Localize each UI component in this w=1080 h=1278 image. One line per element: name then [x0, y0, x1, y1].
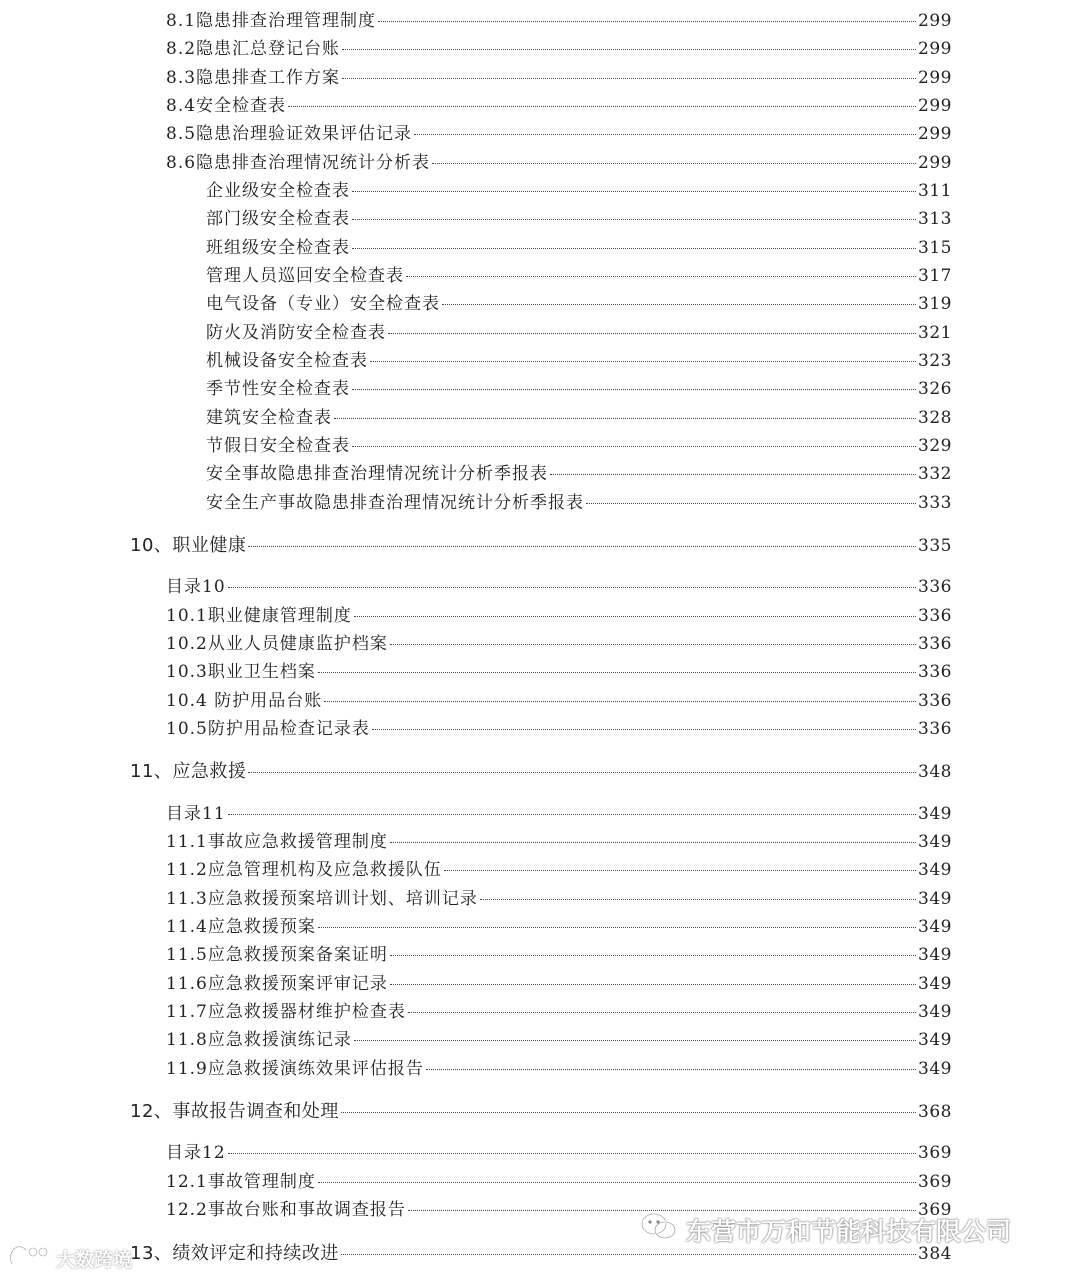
toc-page-number: 333 [918, 493, 952, 513]
toc-page-number: 299 [918, 11, 952, 31]
toc-entry-label: 季节性安全检查表 [206, 379, 350, 399]
toc-entry-8-2[interactable] [166, 38, 952, 60]
dot-leader [352, 219, 916, 220]
toc-page-number: 349 [918, 1059, 952, 1079]
toc-subentry[interactable] [206, 293, 952, 315]
wechat-icon [640, 1212, 678, 1248]
toc-page-number: 315 [918, 238, 952, 258]
dot-leader [408, 1210, 916, 1211]
toc-page-number: 336 [918, 577, 952, 597]
toc-chapter-label: 11、应急救援 [130, 761, 247, 782]
toc-entry-label: 11.2应急管理机构及应急救援队伍 [166, 860, 442, 880]
toc-subentry[interactable] [206, 180, 952, 202]
toc-entry-11-9[interactable] [166, 1058, 952, 1080]
toc-page-number: 326 [918, 379, 952, 399]
company-watermark [640, 1212, 1011, 1248]
dot-leader [248, 546, 916, 547]
dot-leader [444, 870, 916, 871]
toc-entry-10-5[interactable] [166, 718, 952, 740]
toc-entry-label: 11.4应急救援预案 [166, 917, 316, 937]
toc-page-number: 311 [918, 181, 952, 201]
dot-leader [378, 21, 916, 22]
toc-page-number: 349 [918, 889, 952, 909]
toc-subentry[interactable] [206, 463, 952, 485]
dot-leader [372, 729, 916, 730]
toc-entry-10-2[interactable] [166, 633, 952, 655]
dot-leader [388, 333, 916, 334]
toc-entry-label: 防火及消防安全检查表 [206, 323, 386, 343]
toc-subentry[interactable] [206, 378, 952, 400]
toc-entry-label: 部门级安全检查表 [206, 209, 350, 229]
dot-leader [426, 1069, 916, 1070]
toc-entry-label: 11.1事故应急救援管理制度 [166, 832, 388, 852]
toc-chapter-label: 12、事故报告调查和处理 [130, 1101, 339, 1122]
dot-leader [390, 842, 916, 843]
toc-page-number: 321 [918, 323, 952, 343]
dot-leader [354, 616, 916, 617]
toc-entry-10-3[interactable] [166, 661, 952, 683]
toc-page-number: 313 [918, 209, 952, 229]
dot-leader [352, 191, 916, 192]
dot-leader [341, 1112, 916, 1113]
dot-leader [341, 1254, 916, 1255]
toc-entry-label: 11.8应急救援演练记录 [166, 1030, 352, 1050]
toc-page-number: 336 [918, 691, 952, 711]
toc-page-number: 299 [918, 68, 952, 88]
toc-subentry[interactable] [206, 350, 952, 372]
toc-chapter-label: 10、职业健康 [130, 535, 247, 556]
dot-leader [354, 1040, 916, 1041]
toc-page-number: 329 [918, 436, 952, 456]
toc-entry-11-8[interactable] [166, 1029, 952, 1051]
dot-leader [414, 134, 916, 135]
toc-entry-label: 机械设备安全检查表 [206, 351, 368, 371]
dot-leader [318, 927, 916, 928]
toc-entry-label: 12.1事故管理制度 [166, 1172, 316, 1192]
toc-entry-label: 管理人员巡回安全检查表 [206, 266, 404, 286]
dot-leader [406, 276, 916, 277]
site-watermark-text: 大数跨境 [56, 1248, 133, 1271]
toc-subentry[interactable] [206, 208, 952, 230]
toc-page-number: 317 [918, 266, 952, 286]
toc-entry-12-1[interactable] [166, 1171, 952, 1193]
toc-page-number: 336 [918, 662, 952, 682]
dot-leader [352, 389, 916, 390]
toc-entry-11-5[interactable] [166, 944, 952, 966]
dot-leader [408, 1012, 916, 1013]
toc-subentry[interactable] [206, 322, 952, 344]
dot-leader [342, 78, 916, 79]
toc-entry-11-6[interactable] [166, 973, 952, 995]
toc-entry-label: 企业级安全检查表 [206, 181, 350, 201]
toc-page-number: 384 [918, 1244, 952, 1264]
toc-page-number: 336 [918, 719, 952, 739]
company-watermark-text: 东营市万和节能科技有限公司 [686, 1217, 1012, 1246]
toc-page-number: 336 [918, 606, 952, 626]
toc-page-number: 368 [918, 1102, 952, 1122]
toc-page-number: 319 [918, 294, 952, 314]
toc-entry-11-0[interactable] [166, 803, 952, 825]
dot-leader [352, 446, 916, 447]
toc-entry-label: 10.3职业卫生档案 [166, 662, 316, 682]
toc-page-number: 349 [918, 1030, 952, 1050]
toc-entry-label: 10.4 防护用品台账 [166, 691, 323, 711]
toc-entry-label: 目录12 [166, 1143, 226, 1163]
dot-leader [586, 503, 916, 504]
toc-entry-12-0[interactable] [166, 1142, 952, 1164]
toc-page-number: 348 [918, 762, 952, 782]
site-watermark [6, 1244, 132, 1272]
dot-leader [390, 644, 916, 645]
dot-leader [318, 672, 916, 673]
toc-chapter-11[interactable] [130, 761, 952, 783]
toc-entry-10-4[interactable] [166, 690, 952, 712]
toc-page-number: 299 [918, 39, 952, 59]
toc-page-number: 349 [918, 832, 952, 852]
dot-leader [370, 361, 916, 362]
dot-leader [480, 899, 916, 900]
toc-entry-11-7[interactable] [166, 1001, 952, 1023]
toc-page-number: 349 [918, 860, 952, 880]
dot-leader [352, 248, 916, 249]
dot-leader [288, 106, 916, 107]
toc-entry-label: 目录11 [166, 804, 226, 824]
toc-entry-11-3[interactable] [166, 888, 952, 910]
toc-entry-label: 11.9应急救援演练效果评估报告 [166, 1059, 424, 1079]
toc-page-number: 299 [918, 124, 952, 144]
toc-entry-label: 8.4安全检查表 [166, 96, 287, 116]
toc-page-number: 349 [918, 945, 952, 965]
toc-subentry[interactable] [206, 265, 952, 287]
dot-leader [342, 49, 916, 50]
toc-page-number: 369 [918, 1200, 952, 1220]
dot-leader [550, 474, 916, 475]
toc-page-number: 349 [918, 974, 952, 994]
toc-page-number: 369 [918, 1143, 952, 1163]
toc-entry-8-6[interactable] [166, 152, 952, 174]
toc-entry-label: 11.5应急救援预案备案证明 [166, 945, 388, 965]
toc-entry-10-0[interactable] [166, 576, 952, 598]
toc-entry-8-3[interactable] [166, 67, 952, 89]
toc-entry-label: 安全生产事故隐患排查治理情况统计分析季报表 [206, 493, 584, 513]
toc-entry-11-2[interactable] [166, 859, 952, 881]
toc-subentry[interactable] [206, 435, 952, 457]
toc-entry-label: 8.6隐患排查治理情况统计分析表 [166, 153, 431, 173]
dot-leader [334, 418, 916, 419]
toc-subentry[interactable] [206, 492, 952, 514]
toc-entry-label: 建筑安全检查表 [206, 408, 332, 428]
toc-subentry[interactable] [206, 407, 952, 429]
site-logo-icon [6, 1244, 50, 1273]
toc-entry-label: 11.3应急救援预案培训计划、培训记录 [166, 889, 478, 909]
dot-leader [228, 587, 916, 588]
toc-entry-label: 8.2隐患汇总登记台账 [166, 39, 341, 59]
toc-entry-label: 8.3隐患排查工作方案 [166, 68, 341, 88]
toc-entry-label: 10.2从业人员健康监护档案 [166, 634, 388, 654]
dot-leader [248, 772, 916, 773]
toc-entry-label: 11.7应急救援器材维护检查表 [166, 1002, 406, 1022]
toc-entry-label: 10.1职业健康管理制度 [166, 606, 352, 626]
toc-entry-label: 节假日安全检查表 [206, 436, 350, 456]
dot-leader [228, 814, 916, 815]
toc-entry-label: 12.2事故台账和事故调查报告 [166, 1200, 406, 1220]
toc-entry-8-1[interactable] [166, 10, 952, 32]
toc-chapter-10[interactable] [130, 535, 952, 557]
toc-chapter-label: 13、绩效评定和持续改进 [130, 1243, 339, 1264]
dot-leader [228, 1153, 916, 1154]
dot-leader [432, 163, 916, 164]
toc-page-number: 369 [918, 1172, 952, 1192]
toc-page-number: 328 [918, 408, 952, 428]
toc-page-number: 299 [918, 153, 952, 173]
dot-leader [442, 304, 916, 305]
toc-entry-10-1[interactable] [166, 605, 952, 627]
toc-entry-11-4[interactable] [166, 916, 952, 938]
toc-page-number: 332 [918, 464, 952, 484]
toc-page-number: 349 [918, 804, 952, 824]
toc-page-number: 336 [918, 634, 952, 654]
dot-leader [318, 1182, 916, 1183]
toc-entry-11-1[interactable] [166, 831, 952, 853]
toc-page-number: 349 [918, 1002, 952, 1022]
toc-entry-8-4[interactable] [166, 95, 952, 117]
toc-page-number: 335 [918, 536, 952, 556]
dot-leader [324, 701, 916, 702]
dot-leader [390, 984, 916, 985]
toc-page-number: 349 [918, 917, 952, 937]
toc-entry-label: 安全事故隐患排查治理情况统计分析季报表 [206, 464, 548, 484]
toc-page-number: 299 [918, 96, 952, 116]
toc-chapter-12[interactable] [130, 1101, 952, 1123]
toc-entry-8-5[interactable] [166, 123, 952, 145]
toc-entry-label: 8.5隐患治理验证效果评估记录 [166, 124, 413, 144]
toc-entry-label: 8.1隐患排查治理管理制度 [166, 11, 377, 31]
toc-page-number: 323 [918, 351, 952, 371]
toc-entry-label: 电气设备（专业）安全检查表 [206, 294, 440, 314]
toc-entry-label: 11.6应急救援预案评审记录 [166, 974, 388, 994]
toc-entry-label: 班组级安全检查表 [206, 238, 350, 258]
toc-subentry[interactable] [206, 237, 952, 259]
toc-entry-label: 10.5防护用品检查记录表 [166, 719, 370, 739]
dot-leader [390, 955, 916, 956]
toc-entry-label: 目录10 [166, 577, 226, 597]
